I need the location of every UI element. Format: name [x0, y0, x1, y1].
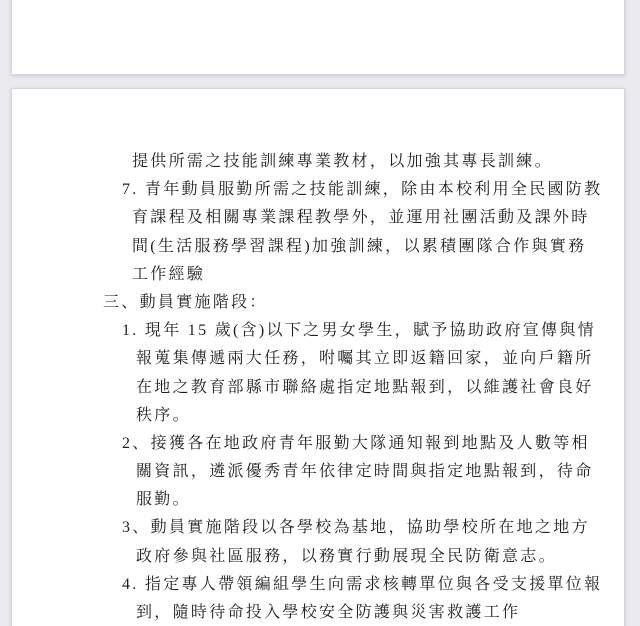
- document-line: 在地之教育部縣市聯絡處指定地點報到，以維護社會良好: [136, 378, 594, 396]
- document-line: 政府參與社區服務，以務實行動展現全民防衛意志。: [136, 547, 557, 565]
- document-line: 7. 青年動員服勤所需之技能訓練，除由本校利用全民國防教: [122, 181, 603, 199]
- page-previous: [11, 0, 625, 75]
- document-line: 育課程及相關專業課程教學外，並運用社團活動及課外時: [132, 209, 590, 227]
- page-text-block: [12, 148, 624, 626]
- document-section-heading: 三、動員實施階段：: [103, 293, 268, 311]
- document-line: 1. 現年 15 歲(含)以下之男女學生，賦予協助政府宣傳與情: [122, 322, 596, 340]
- document-line: 關資訊，遴派優秀青年依律定時間與指定地點報到，待命: [136, 463, 594, 481]
- document-line: 報蒐集傳遞兩大任務，咐囑其立即返籍回家，並向戶籍所: [136, 350, 594, 368]
- page-current: [11, 88, 625, 626]
- document-line: 3、動員實施階段以各學校為基地，協助學校所在地之地方: [122, 519, 590, 537]
- document-line: 間(生活服務學習課程)加強訓練，以累積團隊合作與實務: [132, 237, 587, 255]
- document-line: 提供所需之技能訓練專業教材，以加強其專長訓練。: [132, 153, 553, 170]
- document-line: 到，隨時待命投入學校安全防護與災害救護工作: [136, 604, 521, 621]
- document-line: 秩序。: [136, 406, 191, 424]
- document-line: 4. 指定專人帶領編組學生向需求核轉單位與各受支援單位報: [122, 575, 603, 593]
- document-line: 服勤。: [136, 491, 191, 509]
- document-line: 2、接獲各在地政府青年服勤大隊通知報到地點及人數等相: [122, 434, 590, 452]
- document-line: 工作經驗: [132, 265, 206, 283]
